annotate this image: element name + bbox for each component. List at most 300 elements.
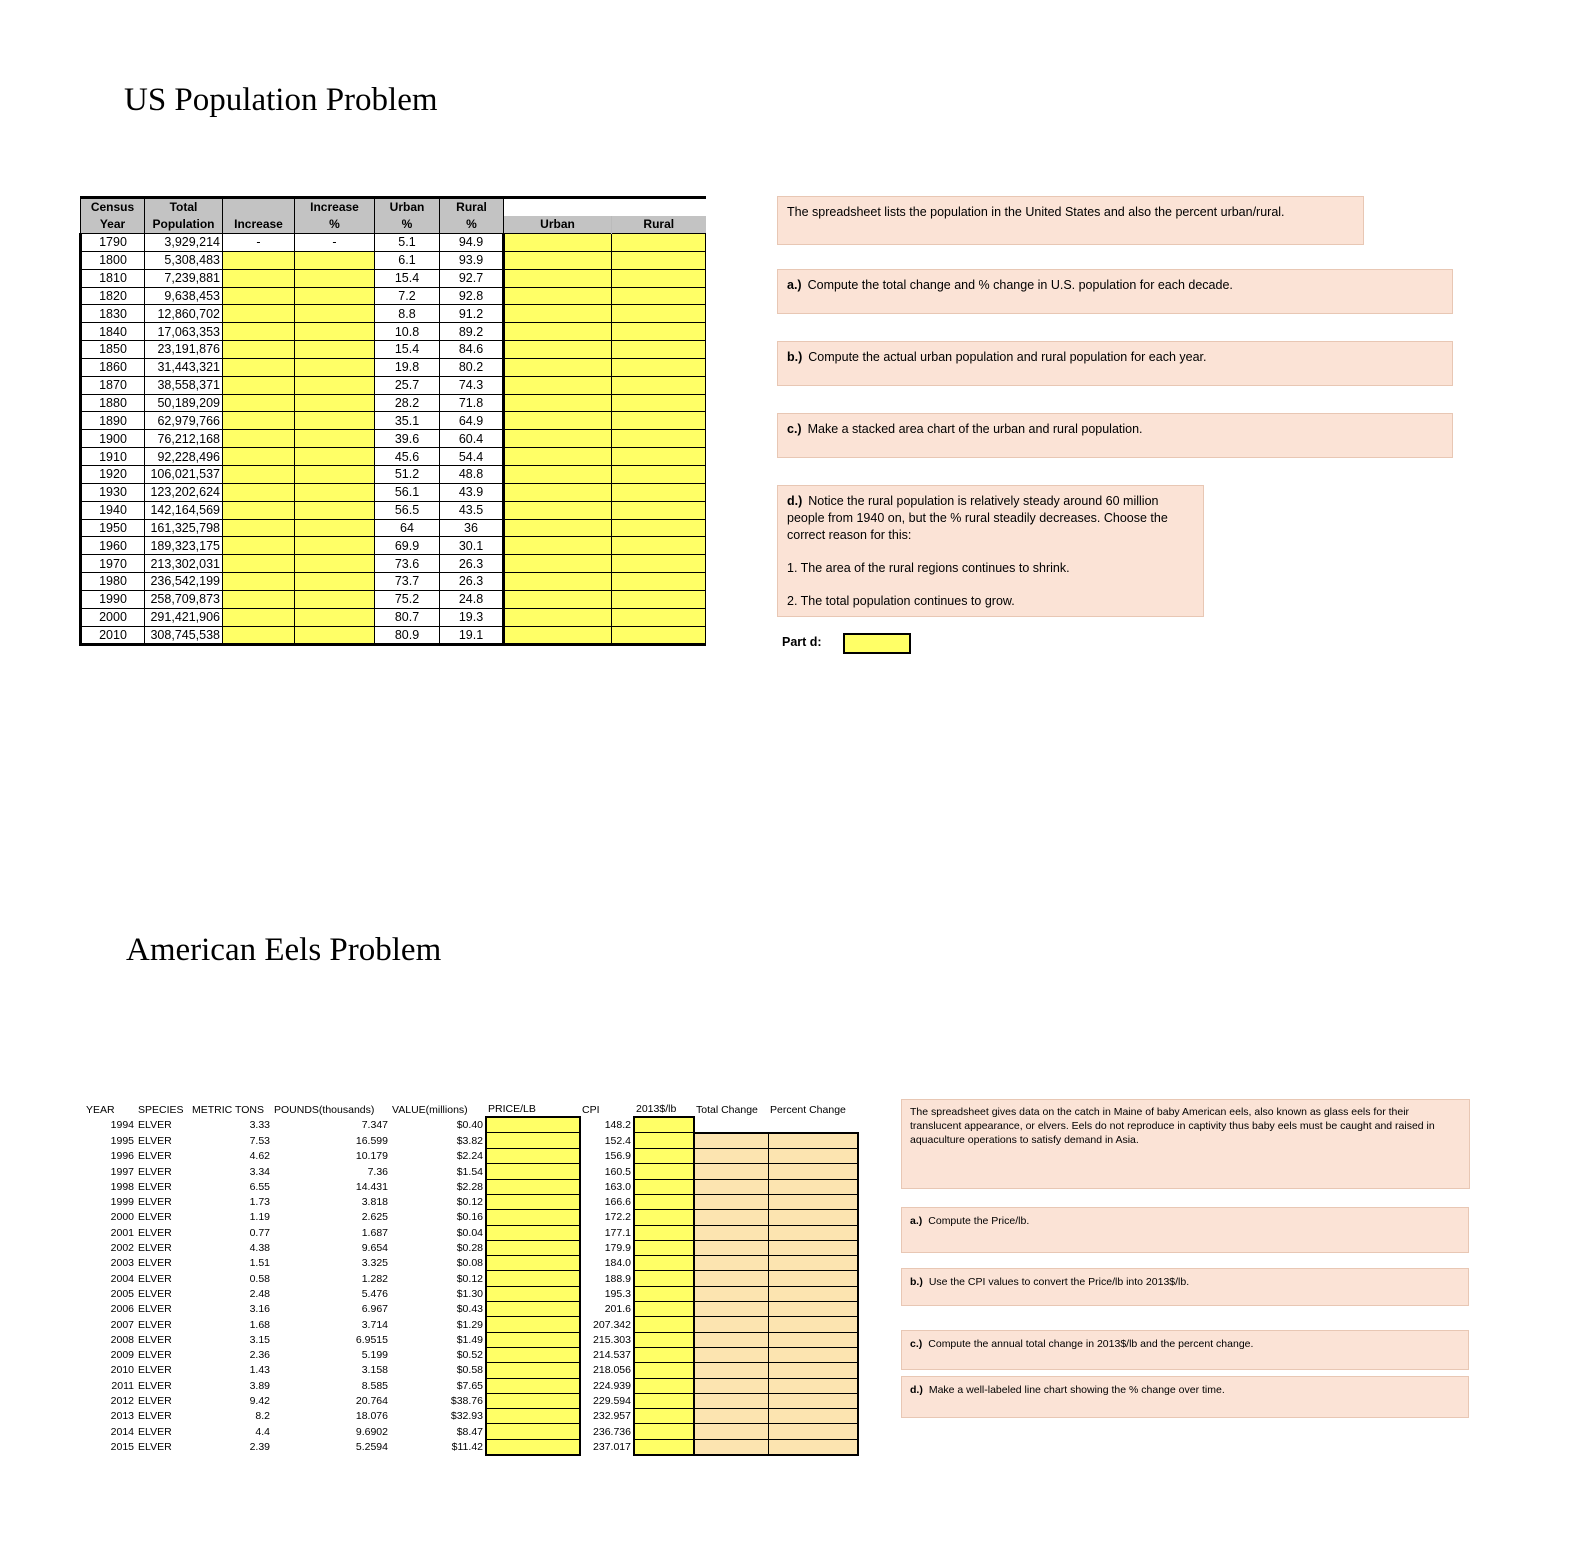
population-cell: 213,302,031 <box>145 555 223 573</box>
increase-cell[interactable] <box>223 358 295 376</box>
eel-price-cell[interactable] <box>486 1378 580 1393</box>
eel-year-cell: 1995 <box>110 1134 134 1147</box>
rural-population-cell[interactable] <box>612 626 706 645</box>
eel-tons-cell: 3.34 <box>249 1165 270 1178</box>
increase-pct-cell[interactable] <box>295 251 375 269</box>
eel-total-change-cell[interactable] <box>694 1378 768 1393</box>
population-cell: 92,228,496 <box>145 448 223 466</box>
urban-population-cell[interactable] <box>504 501 612 519</box>
eel-task-a-text: Compute the Price/lb. <box>928 1215 1030 1227</box>
eel-percent-change-cell[interactable] <box>768 1225 858 1240</box>
eel-total-change-cell[interactable] <box>694 1256 768 1271</box>
eel-price-cell[interactable] <box>486 1240 580 1255</box>
rural-population-cell[interactable] <box>612 537 706 555</box>
increase-cell[interactable] <box>223 519 295 537</box>
eel-pounds-cell: 7.36 <box>367 1165 388 1178</box>
eel-percent-change-cell[interactable] <box>768 1149 858 1164</box>
header-increase-pct-top: Increase <box>295 198 375 217</box>
eel-total-change-cell[interactable] <box>694 1409 768 1424</box>
eel-species-cell: ELVER <box>138 1226 172 1239</box>
eel-percent-change-cell[interactable] <box>768 1332 858 1347</box>
eel-percent-change-cell[interactable] <box>768 1240 858 1255</box>
eel-pounds-cell: 5.199 <box>361 1349 388 1362</box>
eel-total-change-cell[interactable] <box>694 1149 768 1164</box>
increase-pct-cell[interactable] <box>295 269 375 287</box>
urban-population-cell[interactable] <box>504 394 612 412</box>
rural-population-cell[interactable] <box>612 234 706 252</box>
eel-percent-change-cell[interactable] <box>768 1317 858 1332</box>
rural-pct-cell: 24.8 <box>440 590 504 608</box>
increase-cell[interactable] <box>223 376 295 394</box>
eel-year-cell: 1998 <box>110 1180 134 1193</box>
eel-task-c-label: c.) <box>910 1338 923 1350</box>
increase-pct-cell[interactable] <box>295 305 375 323</box>
eel-tons-cell: 8.2 <box>255 1410 270 1423</box>
header-rural-pct: % <box>440 216 504 234</box>
table-row <box>84 1240 858 1255</box>
rural-population-cell[interactable] <box>612 251 706 269</box>
eel-total-change-cell[interactable] <box>694 1302 768 1317</box>
eel-price-cell[interactable] <box>486 1347 580 1362</box>
eel-value-cell: $1.29 <box>456 1318 483 1331</box>
increase-pct-cell[interactable] <box>295 608 375 626</box>
eel-percent-change-cell[interactable] <box>768 1133 858 1149</box>
eel-price-2013-cell[interactable] <box>634 1286 694 1301</box>
part-d-answer-cell[interactable] <box>843 633 911 654</box>
eel-price-cell[interactable] <box>486 1409 580 1424</box>
increase-cell[interactable] <box>223 341 295 359</box>
increase-pct-cell[interactable] <box>295 341 375 359</box>
year-cell: 1810 <box>81 269 145 287</box>
eel-total-change-cell[interactable] <box>694 1363 768 1378</box>
urban-population-cell[interactable] <box>504 626 612 645</box>
eel-task-a-label: a.) <box>910 1215 923 1227</box>
eel-price-2013-cell[interactable] <box>634 1317 694 1332</box>
eel-percent-change-cell[interactable] <box>768 1424 858 1439</box>
eel-percent-change-cell[interactable] <box>768 1271 858 1286</box>
increase-cell[interactable] <box>223 537 295 555</box>
eel-cpi-cell: 160.5 <box>604 1165 631 1178</box>
rural-population-cell[interactable] <box>612 376 706 394</box>
eel-price-2013-cell[interactable] <box>634 1256 694 1271</box>
eel-cpi-cell: 184.0 <box>604 1257 631 1270</box>
population-cell: 106,021,537 <box>145 465 223 483</box>
eel-year-cell: 2005 <box>110 1287 134 1300</box>
eel-total-change-cell[interactable] <box>694 1164 768 1179</box>
increase-cell[interactable] <box>223 269 295 287</box>
year-cell: 1850 <box>81 341 145 359</box>
eel-total-change-cell[interactable] <box>694 1393 768 1408</box>
eel-total-change-cell[interactable] <box>694 1210 768 1225</box>
eel-total-change-cell[interactable] <box>694 1194 768 1209</box>
urban-pct-cell: 80.9 <box>375 626 440 645</box>
rural-population-cell[interactable] <box>612 555 706 573</box>
eel-year-cell: 2006 <box>110 1303 134 1316</box>
year-cell: 1790 <box>81 234 145 252</box>
increase-pct-cell[interactable] <box>295 519 375 537</box>
table-row <box>81 412 706 430</box>
increase-cell[interactable] <box>223 323 295 341</box>
eel-value-cell: $0.28 <box>456 1242 483 1255</box>
increase-pct-cell[interactable] <box>295 412 375 430</box>
eel-header-value: VALUE(millions) <box>392 1103 468 1116</box>
eel-tons-cell: 1.73 <box>249 1196 270 1209</box>
eel-percent-change-cell[interactable] <box>768 1256 858 1271</box>
eel-value-cell: $0.52 <box>456 1349 483 1362</box>
eel-percent-change-cell[interactable] <box>768 1194 858 1209</box>
eel-year-cell: 2000 <box>110 1211 134 1224</box>
eel-value-cell: $0.40 <box>456 1118 483 1131</box>
eel-cpi-cell: 163.0 <box>604 1180 631 1193</box>
eel-year-cell: 2015 <box>110 1441 134 1454</box>
eel-total-change-cell[interactable] <box>694 1133 768 1149</box>
urban-pct-cell: 15.4 <box>375 269 440 287</box>
eel-tons-cell: 3.16 <box>249 1303 270 1316</box>
eel-price-2013-cell[interactable] <box>634 1194 694 1209</box>
rural-population-cell[interactable] <box>612 483 706 501</box>
increase-cell[interactable] <box>223 555 295 573</box>
eel-total-change-cell[interactable] <box>694 1225 768 1240</box>
rural-population-cell[interactable] <box>612 287 706 305</box>
eel-total-change-cell[interactable] <box>694 1240 768 1255</box>
eel-price-2013-cell[interactable] <box>634 1117 694 1133</box>
urban-population-cell[interactable] <box>504 341 612 359</box>
table-row <box>81 251 706 269</box>
eel-price-2013-cell[interactable] <box>634 1347 694 1362</box>
rural-pct-cell: 80.2 <box>440 358 504 376</box>
urban-population-cell[interactable] <box>504 590 612 608</box>
increase-pct-cell[interactable] <box>295 465 375 483</box>
increase-cell[interactable] <box>223 590 295 608</box>
eel-value-cell: $38.76 <box>450 1394 483 1407</box>
increase-cell[interactable] <box>223 412 295 430</box>
increase-pct-cell[interactable] <box>295 394 375 412</box>
eel-price-2013-cell[interactable] <box>634 1149 694 1164</box>
eel-price-cell[interactable] <box>486 1271 580 1286</box>
table-row <box>84 1179 858 1194</box>
rural-pct-cell: 30.1 <box>440 537 504 555</box>
increase-pct-cell[interactable] <box>295 430 375 448</box>
table-row <box>84 1409 858 1424</box>
rural-population-cell[interactable] <box>612 519 706 537</box>
eel-price-cell[interactable] <box>486 1317 580 1332</box>
task-b-label: b.) <box>787 350 803 364</box>
eel-price-cell[interactable] <box>486 1179 580 1194</box>
eel-year-cell: 2011 <box>111 1379 134 1392</box>
eel-cpi-cell: 229.594 <box>593 1394 631 1407</box>
eels-title: American Eels Problem <box>126 932 442 968</box>
eel-price-2013-cell[interactable] <box>634 1439 694 1455</box>
rural-pct-cell: 92.7 <box>440 269 504 287</box>
eel-cpi-cell: 232.957 <box>593 1410 631 1423</box>
eel-price-2013-cell[interactable] <box>634 1393 694 1408</box>
urban-population-cell[interactable] <box>504 519 612 537</box>
table-row <box>81 501 706 519</box>
increase-pct-cell[interactable] <box>295 323 375 341</box>
eel-percent-change-cell[interactable] <box>768 1363 858 1378</box>
table-row <box>84 1302 858 1317</box>
urban-pct-cell: 51.2 <box>375 465 440 483</box>
urban-population-cell[interactable] <box>504 412 612 430</box>
increase-cell[interactable] <box>223 305 295 323</box>
eel-species-cell: ELVER <box>138 1410 172 1423</box>
population-task-a <box>777 269 1453 314</box>
eel-price-2013-cell[interactable] <box>634 1210 694 1225</box>
increase-cell[interactable] <box>223 501 295 519</box>
eel-percent-change-cell[interactable] <box>768 1393 858 1408</box>
eel-species-cell: ELVER <box>138 1425 172 1438</box>
eel-cpi-cell: 152.4 <box>604 1134 631 1147</box>
table-row <box>81 234 706 252</box>
eel-task-b-label: b.) <box>910 1276 923 1288</box>
eel-cpi-cell: 166.6 <box>604 1196 631 1209</box>
eel-pounds-cell: 9.654 <box>361 1242 388 1255</box>
urban-pct-cell: 25.7 <box>375 376 440 394</box>
rural-population-cell[interactable] <box>612 501 706 519</box>
eel-total-change-cell[interactable] <box>694 1179 768 1194</box>
eel-tons-cell: 2.48 <box>249 1287 270 1300</box>
population-table-body <box>81 234 706 645</box>
year-cell: 1990 <box>81 590 145 608</box>
rural-population-cell[interactable] <box>612 608 706 626</box>
eel-percent-change-cell[interactable] <box>768 1439 858 1455</box>
eel-value-cell: $0.12 <box>456 1272 483 1285</box>
eel-cpi-cell: 156.9 <box>604 1150 631 1163</box>
eel-tons-cell: 0.77 <box>249 1226 270 1239</box>
eel-cpi-cell: 218.056 <box>593 1364 631 1377</box>
rural-pct-cell: 36 <box>440 519 504 537</box>
increase-pct-cell[interactable] <box>295 555 375 573</box>
year-cell: 1800 <box>81 251 145 269</box>
eel-tons-cell: 3.33 <box>249 1118 270 1131</box>
eel-total-change-cell[interactable] <box>694 1332 768 1347</box>
urban-population-cell[interactable] <box>504 305 612 323</box>
eel-percent-change-cell[interactable] <box>768 1210 858 1225</box>
year-cell: 1820 <box>81 287 145 305</box>
eel-price-cell[interactable] <box>486 1117 580 1133</box>
rural-pct-cell: 84.6 <box>440 341 504 359</box>
table-row <box>84 1133 858 1149</box>
table-row <box>81 430 706 448</box>
eel-cpi-cell: 179.9 <box>604 1242 631 1255</box>
eel-price-2013-cell[interactable] <box>634 1409 694 1424</box>
increase-cell[interactable] <box>223 448 295 466</box>
eel-percent-change-cell[interactable] <box>768 1378 858 1393</box>
urban-population-cell[interactable] <box>504 234 612 252</box>
increase-cell[interactable] <box>223 430 295 448</box>
urban-population-cell[interactable] <box>504 465 612 483</box>
urban-population-cell[interactable] <box>504 269 612 287</box>
year-cell: 1970 <box>81 555 145 573</box>
eel-price-cell[interactable] <box>486 1133 580 1149</box>
eel-species-cell: ELVER <box>138 1333 172 1346</box>
eel-species-cell: ELVER <box>138 1272 172 1285</box>
year-cell: 1860 <box>81 358 145 376</box>
year-cell: 1910 <box>81 448 145 466</box>
task-d-option-2: 2. The total population continues to grow. <box>787 594 1015 608</box>
header-year: Year <box>81 216 145 234</box>
table-row <box>84 1164 858 1179</box>
eel-species-cell: ELVER <box>138 1364 172 1377</box>
increase-pct-cell[interactable] <box>295 573 375 591</box>
increase-cell[interactable] <box>223 394 295 412</box>
urban-population-cell[interactable] <box>504 573 612 591</box>
rural-pct-cell: 26.3 <box>440 555 504 573</box>
eel-value-cell: $0.12 <box>456 1196 483 1209</box>
increase-cell[interactable] <box>223 608 295 626</box>
increase-pct-cell[interactable] <box>295 537 375 555</box>
urban-population-cell[interactable] <box>504 358 612 376</box>
rural-population-cell[interactable] <box>612 465 706 483</box>
eel-total-change-cell[interactable] <box>694 1439 768 1455</box>
eel-price-cell[interactable] <box>486 1424 580 1439</box>
rural-population-cell[interactable] <box>612 448 706 466</box>
header-increase-blank <box>223 198 295 217</box>
eel-price-2013-cell[interactable] <box>634 1271 694 1286</box>
eel-species-cell: ELVER <box>138 1211 172 1224</box>
eel-price-2013-cell[interactable] <box>634 1225 694 1240</box>
eel-price-cell[interactable] <box>486 1210 580 1225</box>
eel-percent-change-cell[interactable] <box>768 1286 858 1301</box>
urban-population-cell[interactable] <box>504 323 612 341</box>
eel-percent-change-cell[interactable] <box>768 1409 858 1424</box>
eel-pounds-cell: 7.347 <box>361 1118 388 1131</box>
eel-task-d-text: Make a well-labeled line chart showing the % change over time. <box>928 1384 1225 1396</box>
eel-price-cell[interactable] <box>486 1332 580 1347</box>
rural-pct-cell: 43.9 <box>440 483 504 501</box>
eel-header-total-change: Total Change <box>696 1103 758 1116</box>
population-task-d <box>777 485 1204 617</box>
increase-cell[interactable] <box>223 626 295 645</box>
increase-pct-cell[interactable] <box>295 501 375 519</box>
eel-total-change-cell[interactable] <box>694 1424 768 1439</box>
eel-price-2013-cell[interactable] <box>634 1332 694 1347</box>
rural-population-cell[interactable] <box>612 590 706 608</box>
header-census: Census <box>81 198 145 217</box>
eel-price-cell[interactable] <box>486 1393 580 1408</box>
urban-pct-cell: 73.7 <box>375 573 440 591</box>
increase-pct-cell[interactable] <box>295 483 375 501</box>
increase-pct-cell[interactable] <box>295 626 375 645</box>
rural-population-cell[interactable] <box>612 269 706 287</box>
increase-cell[interactable] <box>223 465 295 483</box>
eel-pounds-cell: 20.764 <box>355 1394 388 1407</box>
eel-total-change-cell[interactable] <box>694 1286 768 1301</box>
table-row <box>81 376 706 394</box>
eel-species-cell: ELVER <box>138 1242 172 1255</box>
table-row <box>81 483 706 501</box>
eel-species-cell: ELVER <box>138 1303 172 1316</box>
eel-price-2013-cell[interactable] <box>634 1378 694 1393</box>
eel-species-cell: ELVER <box>138 1257 172 1270</box>
year-cell: 2010 <box>81 626 145 645</box>
urban-population-cell[interactable] <box>504 483 612 501</box>
eel-tons-cell: 1.19 <box>249 1211 270 1224</box>
eel-pounds-cell: 3.818 <box>361 1196 388 1209</box>
population-task-b <box>777 341 1453 386</box>
eel-price-2013-cell[interactable] <box>634 1240 694 1255</box>
increase-pct-cell: - <box>295 234 375 252</box>
urban-population-cell[interactable] <box>504 376 612 394</box>
rural-pct-cell: 19.1 <box>440 626 504 645</box>
population-cell: 161,325,798 <box>145 519 223 537</box>
rural-population-cell[interactable] <box>612 430 706 448</box>
year-cell: 1840 <box>81 323 145 341</box>
table-row <box>81 448 706 466</box>
eel-price-cell[interactable] <box>486 1149 580 1164</box>
urban-population-cell[interactable] <box>504 430 612 448</box>
eel-price-2013-cell[interactable] <box>634 1179 694 1194</box>
eel-price-cell[interactable] <box>486 1286 580 1301</box>
year-cell: 1880 <box>81 394 145 412</box>
table-row <box>81 465 706 483</box>
eel-pounds-cell: 10.179 <box>355 1150 388 1163</box>
eel-total-change-cell[interactable] <box>694 1271 768 1286</box>
eel-percent-change-cell[interactable] <box>768 1164 858 1179</box>
rural-pct-cell: 93.9 <box>440 251 504 269</box>
increase-cell[interactable] <box>223 251 295 269</box>
eel-percent-change-cell[interactable] <box>768 1347 858 1362</box>
year-cell: 1940 <box>81 501 145 519</box>
eel-percent-change-cell[interactable] <box>768 1179 858 1194</box>
urban-population-cell[interactable] <box>504 608 612 626</box>
urban-population-cell[interactable] <box>504 448 612 466</box>
urban-population-cell[interactable] <box>504 287 612 305</box>
eel-price-cell[interactable] <box>486 1194 580 1209</box>
rural-population-cell[interactable] <box>612 341 706 359</box>
urban-pct-cell: 10.8 <box>375 323 440 341</box>
increase-pct-cell[interactable] <box>295 448 375 466</box>
eel-price-cell[interactable] <box>486 1256 580 1271</box>
rural-population-cell[interactable] <box>612 358 706 376</box>
eel-percent-change-cell[interactable] <box>768 1302 858 1317</box>
increase-cell[interactable] <box>223 573 295 591</box>
year-cell: 1930 <box>81 483 145 501</box>
eel-price-2013-cell[interactable] <box>634 1302 694 1317</box>
increase-cell[interactable] <box>223 287 295 305</box>
rural-population-cell[interactable] <box>612 323 706 341</box>
rural-population-cell[interactable] <box>612 412 706 430</box>
eel-price-cell[interactable] <box>486 1439 580 1455</box>
eel-price-2013-cell[interactable] <box>634 1164 694 1179</box>
eel-price-cell[interactable] <box>486 1302 580 1317</box>
increase-pct-cell[interactable] <box>295 358 375 376</box>
table-row <box>84 1194 858 1209</box>
increase-pct-cell[interactable] <box>295 590 375 608</box>
population-cell: 38,558,371 <box>145 376 223 394</box>
increase-pct-cell[interactable] <box>295 287 375 305</box>
table-row <box>84 1271 858 1286</box>
eel-price-2013-cell[interactable] <box>634 1363 694 1378</box>
eel-price-cell[interactable] <box>486 1225 580 1240</box>
table-row <box>84 1317 858 1332</box>
eel-total-change-cell[interactable] <box>694 1317 768 1332</box>
eel-price-2013-cell[interactable] <box>634 1424 694 1439</box>
increase-cell[interactable] <box>223 483 295 501</box>
increase-pct-cell[interactable] <box>295 376 375 394</box>
eel-price-cell[interactable] <box>486 1164 580 1179</box>
eel-price-cell[interactable] <box>486 1363 580 1378</box>
urban-population-cell[interactable] <box>504 251 612 269</box>
eel-price-2013-cell[interactable] <box>634 1133 694 1149</box>
urban-population-cell[interactable] <box>504 555 612 573</box>
urban-population-cell[interactable] <box>504 537 612 555</box>
eel-pounds-cell: 6.9515 <box>355 1333 388 1346</box>
eel-total-change-cell[interactable] <box>694 1347 768 1362</box>
rural-population-cell[interactable] <box>612 394 706 412</box>
rural-population-cell[interactable] <box>612 573 706 591</box>
rural-population-cell[interactable] <box>612 305 706 323</box>
